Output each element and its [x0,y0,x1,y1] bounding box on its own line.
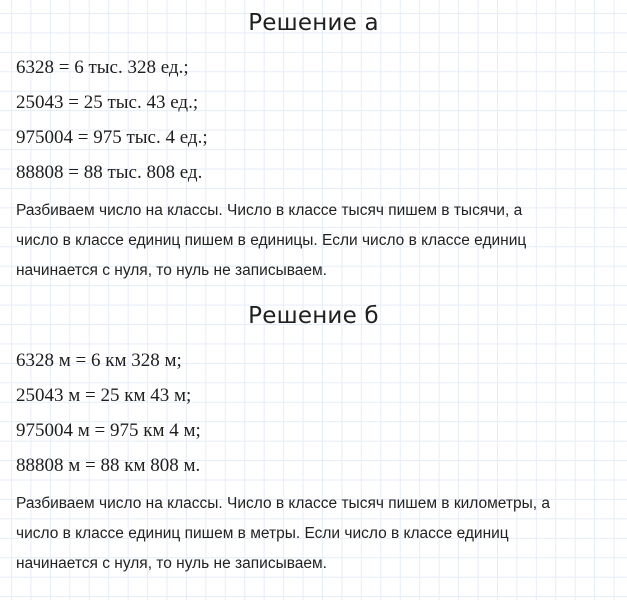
section-b-explanation-line-3: начинается с нуля, то нуль не записываем. [16,555,327,572]
section-a-explanation-line-3: начинается с нуля, то нуль не записываем. [16,262,327,279]
section-b-equation-2: 25043 м = 25 км 43 м; [16,385,192,406]
section-b-explanation-line-2: число в классе единиц пишем в метры. Если число в классе единиц [16,525,509,542]
section-b-title: Решение б [248,303,379,329]
section-a-equation-3: 975004 = 975 тыс. 4 ед.; [16,127,208,148]
section-a-equation-2: 25043 = 25 тыс. 43 ед.; [16,92,199,113]
section-b-equation-4: 88808 м = 88 км 808 м. [16,455,201,476]
section-b-explanation-line-1: Разбиваем число на классы. Число в классе тысяч пишем в километры, а [16,495,550,512]
section-a-explanation [16,196,621,286]
section-a-title: Решение а [248,10,379,36]
section-b-equation-1: 6328 м = 6 км 328 м; [16,350,182,371]
section-b-equation-3: 975004 м = 975 км 4 м; [16,420,201,441]
section-a-equation-1: 6328 = 6 тыс. 328 ед.; [16,57,189,78]
section-a-equation-4: 88808 = 88 тыс. 808 ед. [16,162,203,183]
section-a-explanation-line-1: Разбиваем число на классы. Число в классе тысяч пишем в тысячи, а [16,202,523,219]
section-a-explanation-line-2: число в классе единиц пишем в единицы. Если число в классе единиц [16,232,527,249]
section-b-explanation [16,489,621,579]
